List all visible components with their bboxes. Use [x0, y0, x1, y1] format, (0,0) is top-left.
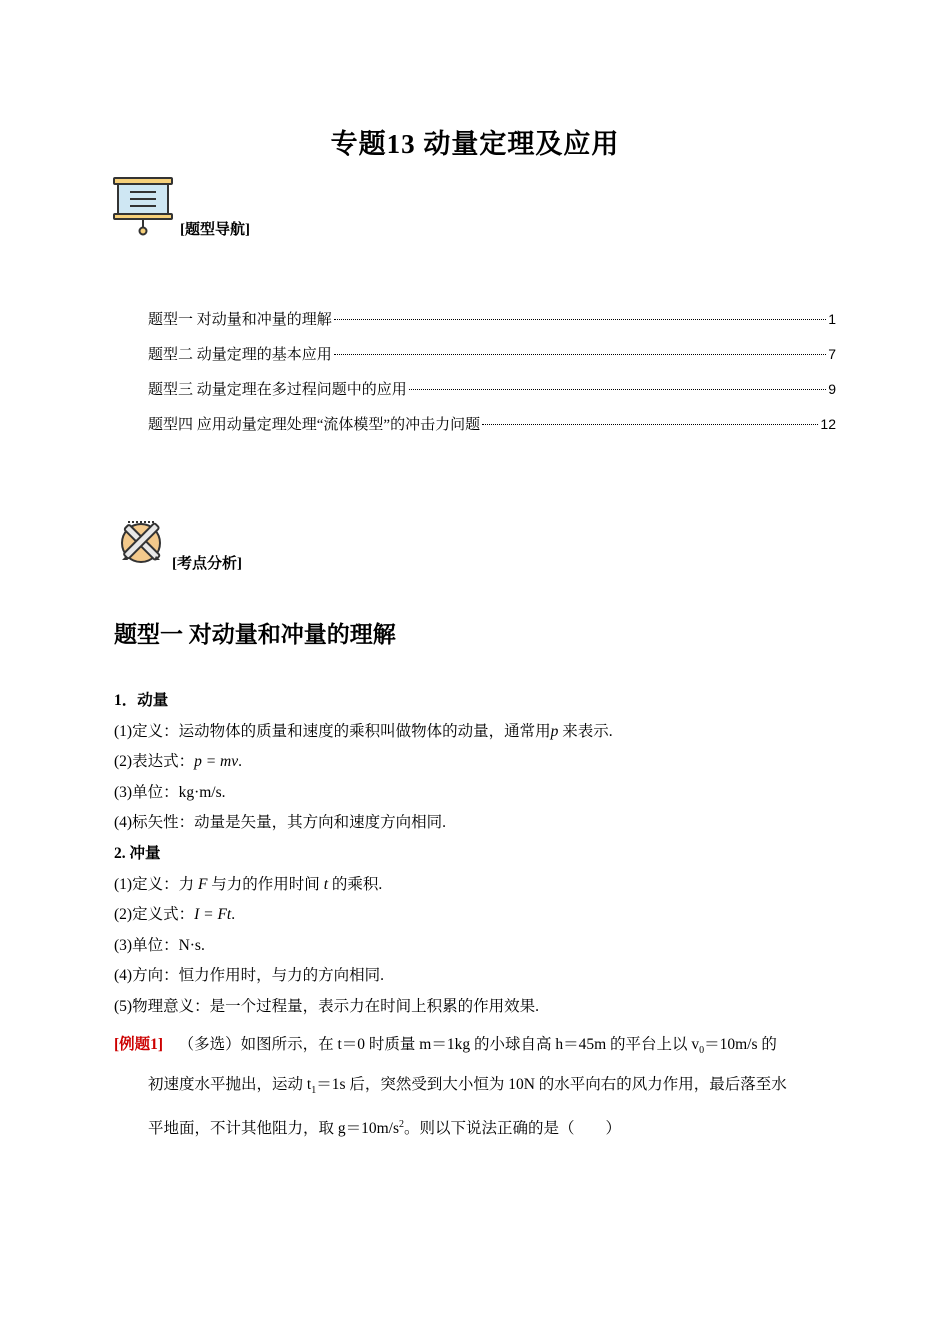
paragraph	[114, 873, 836, 904]
math-formula: I = Ft	[194, 906, 232, 924]
toc-page-number: 1	[828, 311, 836, 327]
paragraph	[114, 903, 836, 934]
text: (1)定义：力	[114, 875, 195, 893]
paragraph: (4)标矢性：动量是矢量，其方向和速度方向相同.	[114, 814, 446, 832]
toc-entry[interactable]	[148, 378, 836, 413]
toc-leader	[409, 389, 826, 390]
text: .	[238, 753, 242, 771]
toc-entry-text: 题型三 动量定理在多过程问题中的应用	[148, 382, 407, 398]
presentation-board-icon	[112, 176, 174, 236]
subscript: 1	[311, 1085, 317, 1097]
paragraph: (5)物理意义：是一个过程量，表示力在时间上积累的作用效果.	[114, 997, 539, 1015]
toc-page-number: 7	[828, 346, 836, 362]
toc-entry-text: 题型四 应用动量定理处理“流体模型”的冲击力问题	[148, 417, 481, 433]
toc-entry[interactable]	[148, 308, 836, 343]
paragraph	[114, 750, 836, 781]
paragraph	[114, 720, 836, 751]
text: （多选）如图所示，在 t＝0 时质量 m＝1kg 的小球自高 h＝45m 的平台上以 v	[178, 1036, 700, 1053]
section-heading: 题型一 对动量和冲量的理解	[114, 622, 396, 647]
text: 与力的作用时间	[211, 875, 320, 893]
content-body	[114, 689, 836, 1026]
text: ＝10m/s 的	[704, 1036, 777, 1053]
text: .	[231, 906, 236, 924]
document-title: 专题13 动量定理及应用	[330, 129, 620, 159]
paragraph: (3)单位：kg·m/s.	[114, 783, 226, 801]
math-var: F	[197, 875, 208, 893]
toc-leader	[334, 354, 826, 355]
text: ＝1s 后，突然受到大小恒为 10N 的水平向右的风力作用，最后落至水	[316, 1076, 787, 1094]
text: (2)表达式：	[114, 753, 195, 771]
text: (1)定义：运动物体的质量和速度的乘积叫做物体的动量，通常用	[114, 722, 551, 740]
toc-entry-text: 题型二 动量定理的基本应用	[148, 347, 332, 363]
toc-entry-text: 题型一 对动量和冲量的理解	[148, 312, 332, 328]
superscript: 2	[399, 1119, 405, 1131]
toc-page-number: 9	[828, 381, 836, 397]
math-var: p	[550, 722, 559, 740]
crossed-pencils-icon	[116, 516, 166, 566]
toc-entry[interactable]	[148, 413, 836, 448]
text: 的乘积.	[331, 875, 383, 893]
toc-entry[interactable]	[148, 343, 836, 378]
toc-leader	[334, 319, 826, 320]
text: 来表示.	[562, 722, 613, 740]
nav-section-label: [题型导航]	[180, 222, 250, 238]
text: 。则以下说法正确的是（ ）	[404, 1120, 622, 1138]
math-var: t	[323, 875, 328, 893]
toc-page-number: 12	[820, 416, 836, 432]
paragraph: (3)单位：N·s.	[114, 936, 205, 954]
toc-leader	[482, 424, 818, 425]
text: 平地面，不计其他阻力，取 g＝10m/s	[148, 1120, 400, 1138]
paragraph: (4)方向：恒力作用时，与力的方向相同.	[114, 967, 384, 985]
text: 初速度水平抛出，运动 t	[148, 1076, 312, 1094]
example-line	[114, 1108, 838, 1146]
subheading-momentum: 1．动量	[114, 692, 169, 709]
example-line	[114, 1028, 838, 1068]
example-line	[114, 1068, 838, 1108]
analysis-section-label: [考点分析]	[172, 556, 242, 572]
math-formula: p = mv	[194, 753, 239, 771]
example-tag: [例题1]	[114, 1036, 164, 1053]
table-of-contents	[148, 308, 836, 448]
example-problem	[114, 1028, 838, 1146]
subheading-impulse: 2. 冲量	[114, 844, 161, 862]
subscript: 0	[699, 1045, 705, 1057]
text: (2)定义式：	[114, 906, 195, 924]
